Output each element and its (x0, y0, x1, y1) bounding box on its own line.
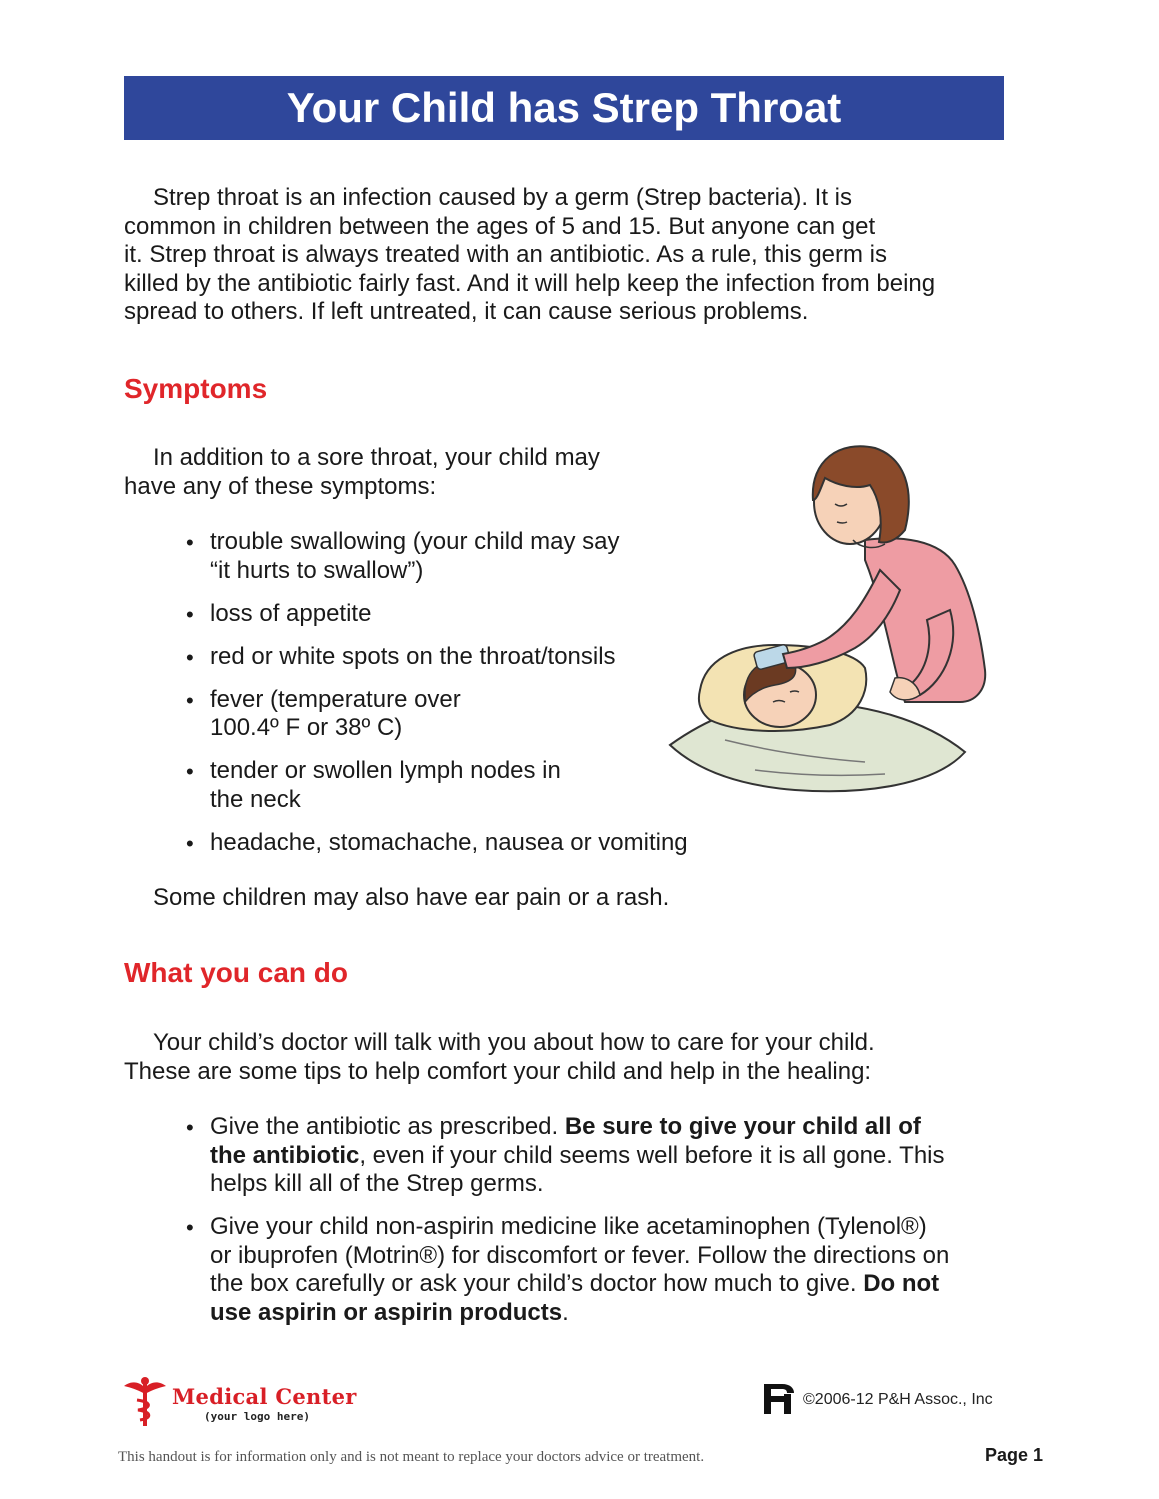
care-tips-list (124, 1113, 1024, 1342)
list-item: • headache, stomachache, nausea or vomiting (124, 829, 764, 858)
symptoms-heading: Symptoms (124, 373, 268, 404)
symptoms-intro (124, 444, 664, 501)
page-title: Your Child has Strep Throat (124, 76, 1004, 140)
logo-placeholder-text: (your logo here) (204, 1410, 310, 1423)
symptoms-intro-line: have any of these symptoms: (124, 472, 437, 500)
medical-center-logo (122, 1374, 362, 1432)
intro-line: Strep throat is an infection caused by a germ (Strep bacteria). It is (153, 184, 852, 211)
list-item: • loss of appetite (124, 600, 764, 629)
list-item: • Give your child non-aspirin medicine like acetaminophen (Tylenol®) or ibuprofen (Motrin®) for discomfort or fever. Follow the directions on the box carefully or ask your child’s doctor how much to give. Do not use aspirin or aspirin products. (124, 1213, 1024, 1327)
logo-name: Medical Center (172, 1384, 357, 1409)
list-item: • red or white spots on the throat/tonsils (124, 643, 764, 672)
symptoms-outro: Some children may also have ear pain or a rash. (153, 884, 670, 911)
intro-line: killed by the antibiotic fairly fast. And it will help keep the infection from being (124, 269, 936, 297)
intro-paragraph (124, 184, 1024, 327)
what-you-can-do-heading: What you can do (124, 957, 348, 988)
intro-line: it. Strep throat is always treated with an antibiotic. As a rule, this germ is (124, 241, 888, 268)
caduceus-icon (122, 1376, 168, 1428)
list-item: • tender or swollen lymph nodes in the neck (124, 757, 764, 814)
list-item: • Give the antibiotic as prescribed. Be sure to give your child all of the antibiotic, even if your child seems well before it is all gone. This helps kill all of the Strep germs. (124, 1113, 1024, 1199)
symptoms-intro-line: In addition to a sore throat, your child may (153, 444, 600, 471)
ph-logo-icon (762, 1380, 796, 1416)
page-number: Page 1 (985, 1445, 1044, 1465)
copyright-text: ©2006-12 P&H Assoc., Inc (803, 1391, 993, 1408)
mother-arm (783, 570, 900, 668)
disclaimer-text: This handout is for information only and is not meant to replace your doctors advice or treatment. (118, 1449, 705, 1465)
care-intro: Your child’s doctor will talk with you about how to care for your child. These are some tips to help comfort your child and help in the healing: (124, 1029, 875, 1085)
mother-child-illustration (665, 440, 1005, 800)
list-item: • fever (temperature over 100.4º F or 38º C) (124, 686, 764, 743)
list-item: • trouble swallowing (your child may say “it hurts to swallow”) (124, 528, 764, 585)
intro-line: spread to others. If left untreated, it can cause serious problems. (124, 298, 809, 325)
intro-line: common in children between the ages of 5 and 15. But anyone can get (124, 212, 876, 240)
